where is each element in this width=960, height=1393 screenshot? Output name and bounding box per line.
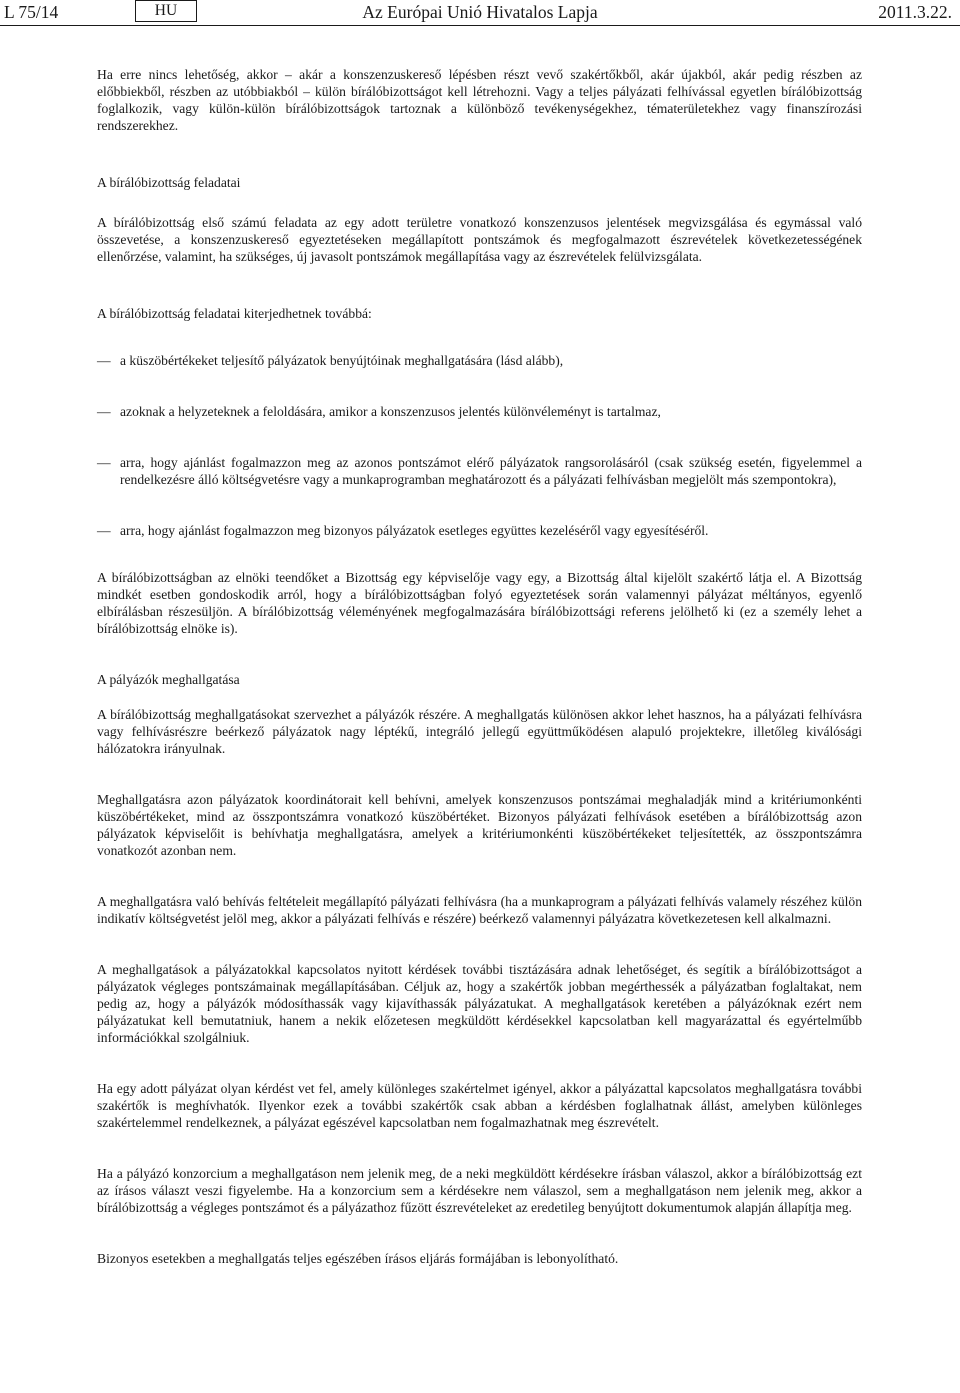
intro-paragraph: Ha erre nincs lehetőség, akkor – akár a konszenzuskereső lépésben részt vevő szakértőkből, akár újakból, akár pedig részben az előbbiekből, részben az utóbbiakból – külön bírálóbizottságot kell létrehozni. Vagy a teljes pályázati felhívással egyetlen bírálóbizottság foglalkozik, vagy külön-külön bírálóbizottságok tartoznak a különböző tevékenységekhez, tématerületekhez vagy finanszírozási rendszerekhez.	[97, 67, 862, 133]
hearings-paragraph-7: Bizonyos esetekben a meghallgatás teljes egészében írásos eljárás formájában is lebonyolítható.	[97, 1251, 619, 1266]
list-item	[97, 352, 862, 369]
journal-header	[0, 0, 960, 28]
list-item	[97, 403, 862, 420]
language-code-box: HU	[135, 0, 197, 22]
dash-marker: —	[97, 523, 111, 538]
hearings-paragraph-1: A bírálóbizottság meghallgatásokat szervezhet a pályázók részére. A meghallgatás különösen akkor lehet hasznos, ha a pályázati felhívásra vagy felhívásrészre beérkező pályázatok nagy léptékű, integráló jellegű együttműködésen alapuló projektekre, illetőleg kiválósági hálózatokra irányulnak.	[97, 707, 862, 756]
hearings-paragraph-4: A meghallgatások a pályázatokkal kapcsolatos nyitott kérdések további tisztázására adnak lehetőséget, és segítik a bírálóbizottságot a pályázatok végleges pontszámainak megállapításában. Céljuk az, hogy a szakértők jobban megérthessék a pályázatban foglaltakat, nem pedig az, hogy a pályázók módosíthassák vagy kijavíthassák pályázatukat. A meghallgatások keretében a pályázóknak ezért nem pályázatukat kell bemutatniuk, hanem a nekik előzetesen megküldött kérdésekkel kapcsolatban kell magyarázattal és egyértelműbb információkkal szolgálniuk.	[97, 962, 862, 1045]
section-heading-hearings: A pályázók meghallgatása	[97, 672, 240, 687]
list-item	[97, 454, 862, 488]
journal-title: Az Európai Unió Hivatalos Lapja	[362, 2, 598, 22]
document-body	[97, 66, 862, 1267]
hearings-paragraph-2: Meghallgatásra azon pályázatok koordinátorait kell behívni, amelyek konszenzusos pontszámai meghaladják mind a kritériumonkénti küszöbértékeket, mind az összpontszámra vonatkozó küszöbértéket. Bizonyos pályázati felhívások esetében a bírálóbizottság azon pályázatok képviselőit is behívhatja meghallgatásra, amelyek a kritériumonkénti küszöbértékeket teljesítették, az összpontszámra vonatkozót azonban nem.	[97, 792, 862, 858]
tasks-paragraph-1: A bírálóbizottság első számú feladata az egy adott területre vonatkozó konszenzusos jelentések megvizsgálása és egymással való összevetése, a konszenzuskereső egyeztetéseken megállapított pontszámok és megfogalmazott észrevételek következetességének ellenőrzése, valamint, ha szükséges, új javasolt pontszámok megállapítása vagy az észrevételek felülvizsgálata.	[97, 215, 862, 264]
list-item-text: a küszöbértékeket teljesítő pályázatok benyújtóinak meghallgatására (lásd alább),	[120, 353, 564, 368]
publication-date: 2011.3.22.	[878, 2, 952, 22]
list-item-text: arra, hogy ajánlást fogalmazzon meg az azonos pontszámot elérő pályázatok rangsorolásáról (csak szükség esetén, figyelemmel a rendelkezésre álló költségvetésre vagy a munkaprogramban meghatározott és a pályázati felhívásban megjelölt más szempontokra),	[120, 455, 862, 487]
hearings-paragraph-5: Ha egy adott pályázat olyan kérdést vet fel, amely különleges szakértelmet igényel, akkor a pályázattal kapcsolatos meghallgatásra további szakértők is meghívhatók. Ilyenkor ezek a további szakértők csak abban a kérdésben foglalhatnak állást, amelyben különleges szakértelemmel rendelkeznek, a pályázat egészével kapcsolatban nem fogalmazhatnak meg észrevételt.	[97, 1081, 862, 1130]
list-item	[97, 522, 862, 539]
tasks-paragraph-2: A bírálóbizottság feladatai kiterjedhetnek továbbá:	[97, 306, 372, 321]
tasks-paragraph-3: A bírálóbizottságban az elnöki teendőket a Bizottság egy képviselője vagy egy, a Bizottság által kijelölt szakértő látja el. A Bizottság mindkét esetben gondoskodik arról, hogy a bírálóbizottságban folyó egyeztetések során valamennyi pályázat méltányos, egyenlő elbírálásban részesüljön. A bírálóbizottság véleményének megfogalmazására bírálóbizottsági referens jelölhető ki (ez a személy lehet a bírálóbizottság elnöke is).	[97, 570, 862, 636]
section-heading-tasks: A bírálóbizottság feladatai	[97, 175, 241, 190]
header-rule	[0, 25, 960, 26]
hearings-paragraph-6: Ha a pályázó konzorcium a meghallgatáson nem jelenik meg, de a neki megküldött kérdésekre írásban válaszol, akkor a bírálóbizottság ezt az írásos választ veszi figyelembe. Ha a konzorcium sem a kérdésekre nem válaszol, sem a meghallgatáson nem jelenik meg, akkor a bírálóbizottság a végleges pontszámot és a pályázathoz fűzött észrevételeket az eredetileg benyújtott dokumentumok alapján állapítja meg.	[97, 1166, 862, 1215]
page-reference: L 75/14	[4, 2, 59, 22]
dash-marker: —	[97, 455, 111, 470]
hearings-paragraph-3: A meghallgatásra való behívás feltételeit megállapító pályázati felhívásra (ha a munkaprogram a pályázati felhívás valamely részéhez külön indikatív költségvetést jelöl meg, akkor a pályázati felhívás e részére) beérkező valamennyi pályázatra következetesen kell alkalmazni.	[97, 894, 862, 926]
dash-marker: —	[97, 404, 111, 419]
list-item-text: azoknak a helyzeteknek a feloldására, amikor a konszenzusos jelentés különvéleményt is tartalmaz,	[120, 404, 661, 419]
dash-marker: —	[97, 353, 111, 368]
list-item-text: arra, hogy ajánlást fogalmazzon meg bizonyos pályázatok esetleges együttes kezeléséről vagy egyesítéséről.	[120, 523, 709, 538]
